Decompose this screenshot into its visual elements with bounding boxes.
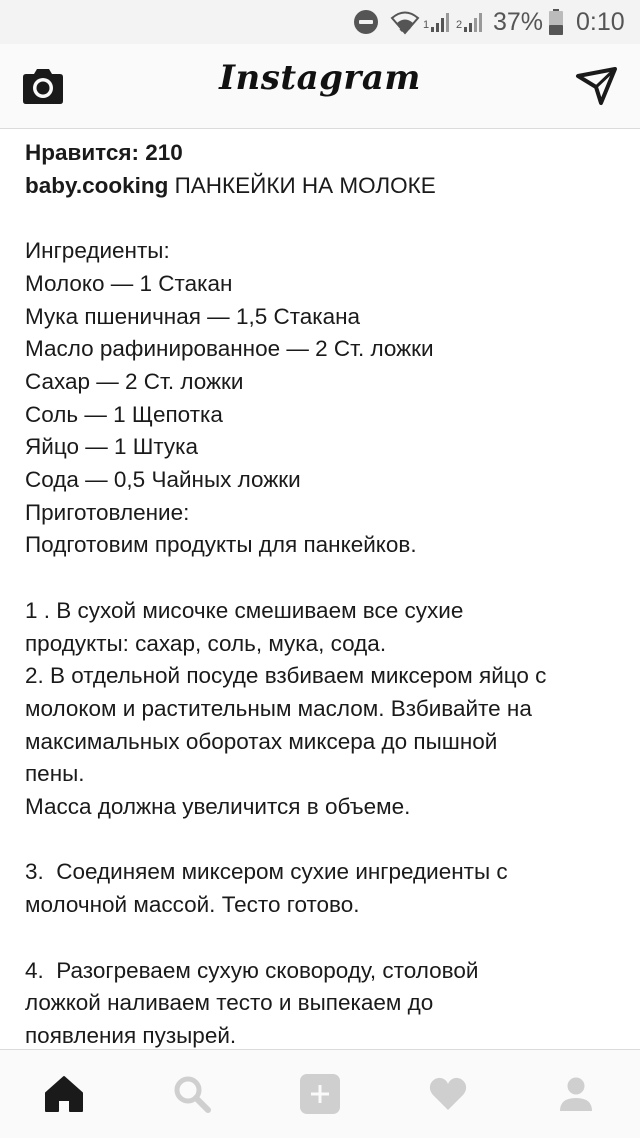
caption-line: Сода — 0,5 Чайных ложки — [25, 467, 301, 493]
caption-blank-line — [25, 922, 625, 955]
direct-message-button[interactable] — [575, 66, 619, 106]
caption-line: 2. В отдельной посуде взбиваем миксером яйцо с — [25, 663, 547, 689]
caption-line: молочной массой. Тесто готово. — [25, 892, 360, 918]
caption-line: Яйцо — 1 Штука — [25, 434, 199, 460]
caption-line: Масса должна увеличится в объеме. — [25, 794, 411, 820]
do-not-disturb-icon — [352, 0, 380, 44]
nav-home-button[interactable] — [0, 1050, 128, 1138]
app-header — [0, 44, 640, 129]
add-post-icon — [299, 1073, 341, 1115]
direct-message-icon — [575, 66, 619, 106]
likes-count[interactable]: Нравится: 210 — [25, 140, 183, 165]
home-icon — [44, 1075, 84, 1113]
nav-search-button[interactable] — [128, 1050, 256, 1138]
caption-line: Мука пшеничная — 1,5 Стакана — [25, 303, 361, 329]
post-title: ПАНКЕЙКИ НА МОЛОКЕ — [174, 172, 436, 198]
caption-blank-line — [25, 202, 625, 235]
post-caption — [25, 137, 625, 1053]
caption-line: ложкой наливаем тесто и выпекаем до — [25, 990, 434, 1016]
nav-activity-button[interactable] — [384, 1050, 512, 1138]
app-logo: Instagram — [219, 58, 421, 98]
caption-line: Приготовление: — [25, 499, 190, 525]
caption-header — [25, 170, 625, 203]
caption-line: 4. Разогреваем сухую сковороду, столовой — [25, 957, 479, 983]
caption-line: максимальных оборотах миксера до пышной — [25, 728, 498, 754]
clock: 0:10 — [576, 7, 625, 36]
search-icon — [173, 1075, 211, 1113]
nav-add-post-button[interactable] — [256, 1050, 384, 1138]
battery-icon — [548, 0, 564, 44]
battery-percentage: 37% — [493, 7, 544, 36]
username-link[interactable]: baby.cooking — [25, 172, 169, 198]
caption-line: пены. — [25, 761, 85, 787]
signal-strength-sim1-icon — [423, 0, 452, 44]
caption-line: Сахар — 2 Ст. ложки — [25, 368, 244, 394]
caption-line: Подготовим продукты для панкейков. — [25, 532, 417, 558]
caption-line: появления пузырей. — [25, 1022, 237, 1048]
status-bar — [0, 0, 640, 44]
caption-line: продукты: сахар, соль, мука, сода. — [25, 630, 387, 656]
sim2-label: 2 — [456, 19, 463, 31]
caption-line: молоком и растительным маслом. Взбивайте на — [25, 695, 532, 721]
caption-line: Ингредиенты: — [25, 238, 170, 264]
wifi-icon — [390, 0, 420, 44]
caption-line: Молоко — 1 Стакан — [25, 270, 233, 296]
caption-body — [25, 202, 625, 1052]
sim1-label: 1 — [423, 19, 430, 31]
nav-profile-button[interactable] — [512, 1050, 640, 1138]
profile-icon — [557, 1075, 595, 1113]
caption-line: 3. Соединяем миксером сухие ингредиенты с — [25, 859, 508, 885]
signal-strength-sim2-icon — [456, 0, 485, 44]
caption-line: 1 . В сухой мисочке смешиваем все сухие — [25, 597, 464, 623]
caption-blank-line — [25, 562, 625, 595]
caption-line: Масло рафинированное — 2 Ст. ложки — [25, 336, 434, 362]
heart-icon — [428, 1076, 468, 1112]
caption-line: Соль — 1 Щепотка — [25, 401, 223, 427]
caption-blank-line — [25, 824, 625, 857]
bottom-navigation — [0, 1049, 640, 1138]
